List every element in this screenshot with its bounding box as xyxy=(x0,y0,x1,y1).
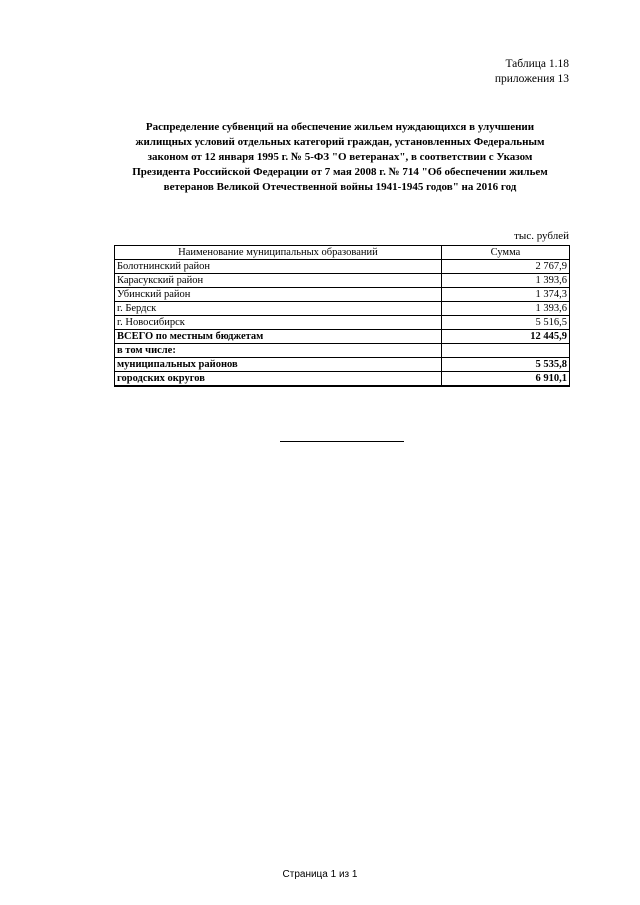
row-name: Убинский район xyxy=(115,288,442,302)
subsidy-table xyxy=(114,245,570,387)
title-line: законом от 12 января 1995 г. № 5-ФЗ "О ветеранах", в соответствии с Указом xyxy=(147,151,533,163)
row-sum: 1 374,3 xyxy=(441,288,569,302)
subtotal-row xyxy=(115,372,570,387)
document-title xyxy=(110,120,570,195)
row-name: Болотнинский район xyxy=(115,260,442,274)
subtotal-sum: 6 910,1 xyxy=(441,372,569,387)
separator-line xyxy=(280,441,404,442)
units-label: тыс. рублей xyxy=(514,230,569,242)
table-header-row xyxy=(115,246,570,260)
table-row xyxy=(115,316,570,330)
total-row xyxy=(115,330,570,344)
table-row xyxy=(115,288,570,302)
row-sum: 1 393,6 xyxy=(441,274,569,288)
total-sum: 12 445,9 xyxy=(441,330,569,344)
including-empty xyxy=(441,344,569,358)
subtotal-name: муниципальных районов xyxy=(115,358,442,372)
column-header-sum: Сумма xyxy=(441,246,569,260)
subtotal-row xyxy=(115,358,570,372)
table-row xyxy=(115,260,570,274)
column-header-name: Наименование муниципальных образований xyxy=(115,246,442,260)
including-row xyxy=(115,344,570,358)
including-label: в том числе: xyxy=(115,344,442,358)
row-name: г. Новосибирск xyxy=(115,316,442,330)
appendix-label: приложения 13 xyxy=(494,73,569,85)
subtotal-name: городских округов xyxy=(115,372,442,387)
row-sum: 2 767,9 xyxy=(441,260,569,274)
row-sum: 5 516,5 xyxy=(441,316,569,330)
total-name: ВСЕГО по местным бюджетам xyxy=(115,330,442,344)
row-name: Карасукский район xyxy=(115,274,442,288)
table-row xyxy=(115,302,570,316)
table-number: Таблица 1.18 xyxy=(505,58,569,70)
row-sum: 1 393,6 xyxy=(441,302,569,316)
table-row xyxy=(115,274,570,288)
title-line: Президента Российской Федерации от 7 мая 2008 г. № 714 "Об обеспечении жильем xyxy=(132,166,548,178)
title-line: ветеранов Великой Отечественной войны 1941-1945 годов" на 2016 год xyxy=(163,181,517,193)
title-line: жилищных условий отдельных категорий граждан, установленных Федеральным xyxy=(135,136,545,148)
subtotal-sum: 5 535,8 xyxy=(441,358,569,372)
row-name: г. Бердск xyxy=(115,302,442,316)
title-line: Распределение субвенций на обеспечение жильем нуждающихся в улучшении xyxy=(145,121,535,133)
page-footer: Страница 1 из 1 xyxy=(282,869,358,880)
